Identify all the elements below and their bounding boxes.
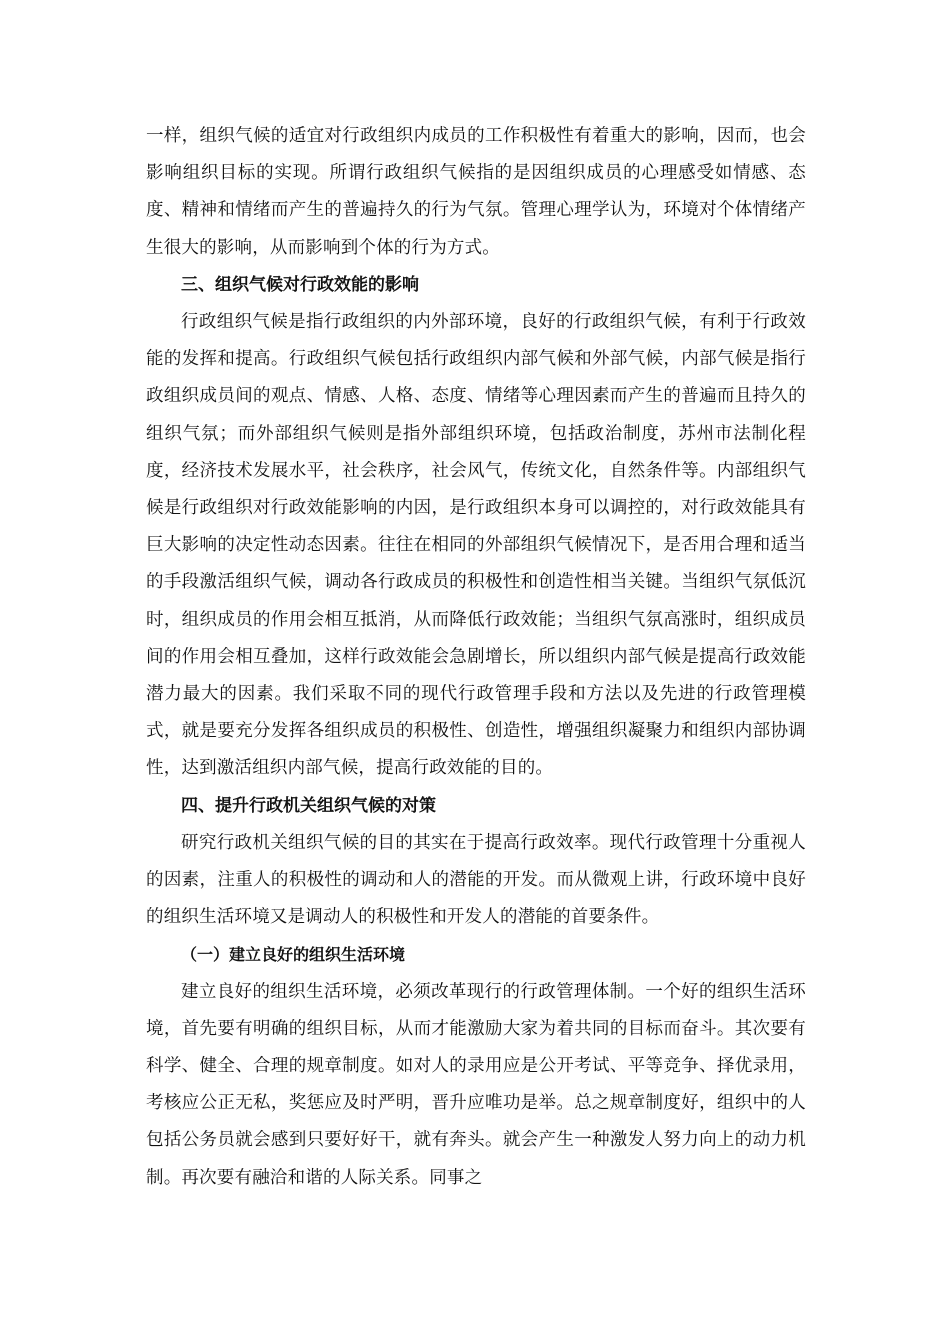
document-page <box>146 118 806 1197</box>
section-4-heading: 四、提升行政机关组织气候的对策 <box>181 795 436 816</box>
subsection-1-paragraph: 建立良好的组织生活环境，必须改革现行的行政管理体制。一个好的组织生活环境，首先要有明确的组织目标，从而才能激励大家为着共同的目标而奋斗。其次要有科学、健全、合理的规章制度。如对人的录用应是公开考试、平等竞争、择优录用，考核应公正无私，奖惩应及时严明，晋升应唯功是举。总之规章制度好，组织中的人包括公务员就会感到只要好好干，就有奔头。就会产生一种激发人努力向上的动力机制。再次要有融洽和谐的人际关系。同事之 <box>146 981 806 1188</box>
intro-paragraph: 一样，组织气候的适宜对行政组织内成员的工作积极性有着重大的影响，因而，也会影响组织目标的实现。所谓行政组织气候指的是因组织成员的心理感受如情感、态度、精神和情绪而产生的普遍持久的行为气氛。管理心理学认为，环境对个体情绪产生很大的影响，从而影响到个体的行为方式。 <box>146 126 806 258</box>
section-3-paragraph: 行政组织气候是指行政组织的内外部环境，良好的行政组织气候，有利于行政效能的发挥和提高。行政组织气候包括行政组织内部气候和外部气候，内部气候是指行政组织成员间的观点、情感、人格、态度、情绪等心理因素而产生的普遍而且持久的组织气氛；而外部组织气候则是指外部组织环境，包括政治制度，苏州市法制化程度，经济技术发展水平，社会秩序，社会风气，传统文化，自然条件等。内部组织气候是行政组织对行政效能影响的内因，是行政组织本身可以调控的，对行政效能具有巨大影响的决定性动态因素。往往在相同的外部组织气候情况下，是否用合理和适当的手段激活组织气候，调动各行政成员的积极性和创造性相当关键。当组织气氛低沉时，组织成员的作用会相互抵消，从而降低行政效能；当组织气氛高涨时，组织成员间的作用会相互叠加，这样行政效能会急剧增长，所以组织内部气候是提高行政效能潜力最大的因素。我们采取不同的现代行政管理手段和方法以及先进的行政管理模式，就是要充分发挥各组织成员的积极性、创造性，增强组织凝聚力和组织内部协调性，达到激活组织内部气候，提高行政效能的目的。 <box>146 312 806 779</box>
section-4-paragraph: 研究行政机关组织气候的目的其实在于提高行政效率。现代行政管理十分重视人的因素，注重人的积极性的调动和人的潜能的开发。而从微观上讲，行政环境中良好的组织生活环境又是调动人的积极性和开发人的潜能的首要条件。 <box>146 832 806 928</box>
section-3-heading: 三、组织气候对行政效能的影响 <box>181 274 419 295</box>
subsection-1-heading: （一）建立良好的组织生活环境 <box>181 945 406 965</box>
